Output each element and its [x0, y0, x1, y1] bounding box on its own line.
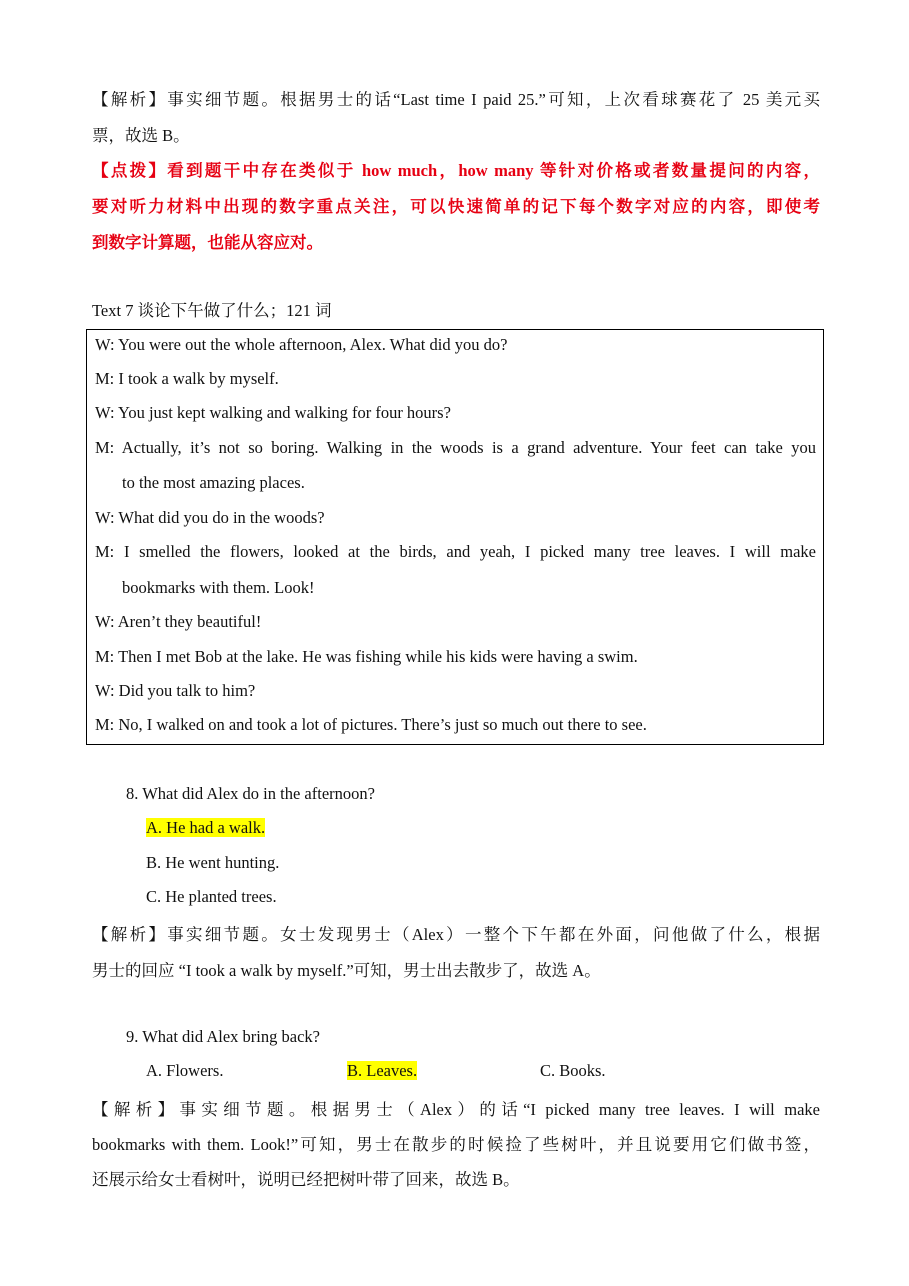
q9-option-c: C. Books. [540, 1061, 606, 1080]
dialogue-line: W: What did you do in the woods? [95, 508, 325, 527]
tip-text: 【点拨】看到题干中存在类似于 how much，how many 等针对价格或者数量提问的内容， [92, 161, 820, 180]
q9-analysis: 还展示给女士看树叶，说明已经把树叶带了回来，故选 B。 [92, 1170, 520, 1189]
q9-option-b [347, 1061, 417, 1081]
dialogue-line: bookmarks with them. Look! [122, 578, 315, 597]
dialogue-line: M: No, I walked on and took a lot of pictures. There’s just so much out there to see. [95, 715, 647, 734]
question-9: 9. What did Alex bring back? [126, 1027, 320, 1046]
answer-highlight: B. Leaves. [347, 1061, 418, 1080]
q8-analysis: 【解析】事实细节题。女士发现男士（Alex）一整个下午都在外面，问他做了什么，根据 [92, 925, 820, 944]
answer-highlight: A. He had a walk. [146, 818, 266, 837]
tip-text: 到数字计算题，也能从容应对。 [92, 233, 323, 252]
transcript-box [86, 329, 824, 745]
analysis-text: 票，故选 B。 [92, 126, 190, 145]
q9-analysis: 【解析】事实细节题。根据男士（Alex）的话“I picked many tree leaves. I will make [92, 1100, 820, 1119]
dialogue-line: M: I smelled the flowers, looked at the birds, and yeah, I picked many tree leaves. I will make [95, 542, 816, 561]
q8-analysis: 男士的回应 “I took a walk by myself.”可知，男士出去散步了，故选 A。 [92, 961, 601, 980]
q8-option-c: C. He planted trees. [146, 887, 277, 906]
dialogue-line: W: You just kept walking and walking for four hours? [95, 403, 451, 422]
question-8: 8. What did Alex do in the afternoon? [126, 784, 375, 803]
q8-option-a [146, 818, 265, 838]
dialogue-line: to the most amazing places. [122, 473, 305, 492]
analysis-text: 【解析】事实细节题。根据男士的话“Last time I paid 25.”可知，上次看球赛花了 25 美元买 [92, 90, 820, 109]
dialogue-line: M: Actually, it’s not so boring. Walking in the woods is a grand adventure. Your feet can take you [95, 438, 816, 457]
q9-analysis: bookmarks with them. Look!”可知，男士在散步的时候捡了些树叶，并且说要用它们做书签， [92, 1135, 820, 1154]
dialogue-line: W: You were out the whole afternoon, Alex. What did you do? [95, 335, 508, 354]
section-heading: Text 7 谈论下午做了什么；121 词 [92, 301, 332, 320]
dialogue-line: W: Did you talk to him? [95, 681, 256, 700]
q9-option-a: A. Flowers. [146, 1061, 224, 1080]
dialogue-line: M: I took a walk by myself. [95, 369, 279, 388]
dialogue-line: M: Then I met Bob at the lake. He was fishing while his kids were having a swim. [95, 647, 638, 666]
q8-option-b: B. He went hunting. [146, 853, 280, 872]
dialogue-line: W: Aren’t they beautiful! [95, 612, 262, 631]
tip-text: 要对听力材料中出现的数字重点关注，可以快速简单的记下每个数字对应的内容，即使考 [92, 197, 820, 216]
